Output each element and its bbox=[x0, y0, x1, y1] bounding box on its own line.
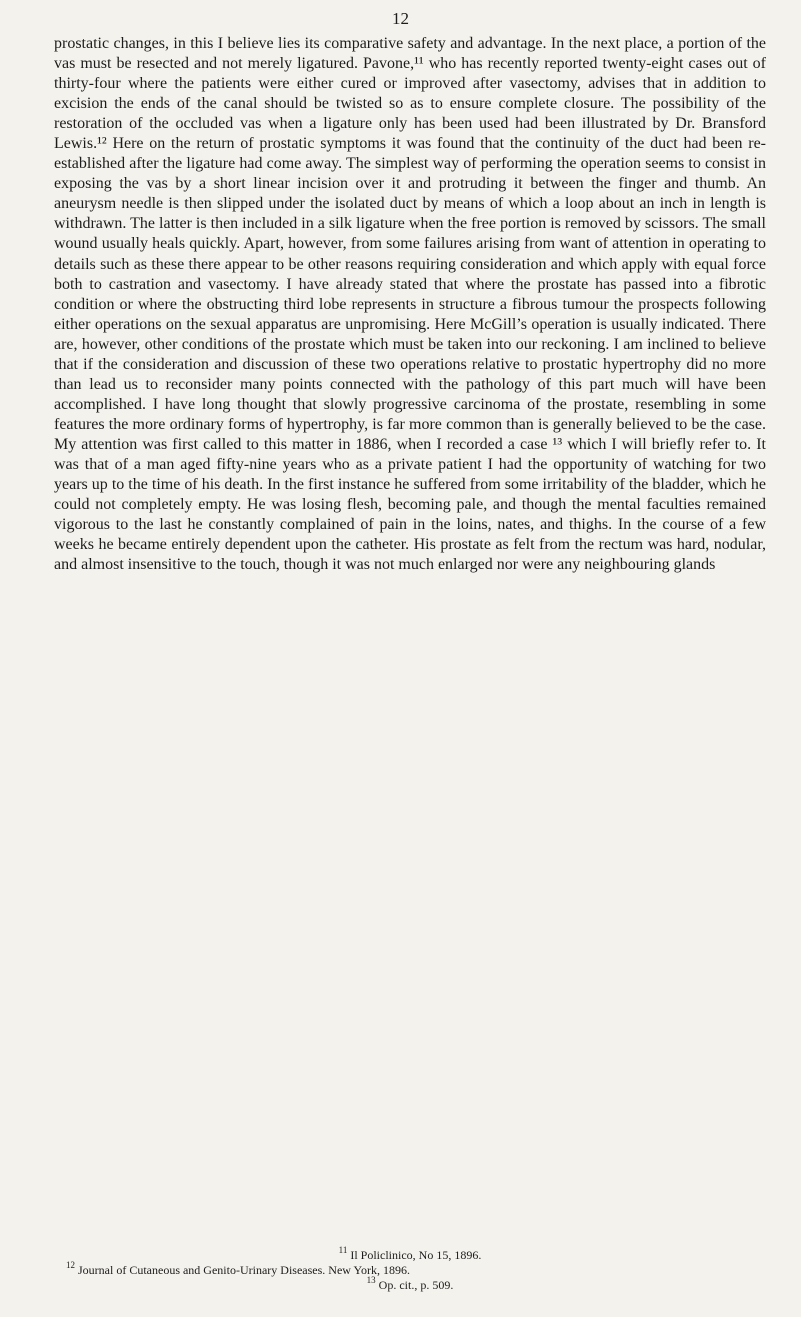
body-paragraph: prostatic changes, in this I believe lies its comparative safety and advantage. In the next place, a portion of the vas must be resected and not merely ligatured. Pavone,¹¹ who has recently reported twenty-eight cases out of thirty-four where the patients were either cured or improved after vasectomy, advises that in addition to excision the ends of the canal should be twisted so as to ensure complete closure. The possibility of the restoration of the occluded vas when a ligature only has been used had been illustrated by Dr. Bransford Lewis.¹² Here on the return of prostatic symptoms it was found that the continuity of the duct had been re-established after the ligature had come away. The simplest way of performing the operation seems to consist in exposing the vas by a short linear incision over it and protruding it between the finger and thumb. An aneurysm needle is then slipped under the isolated duct by means of which a loop about an inch in length is withdrawn. The latter is then included in a silk ligature when the free portion is removed by scissors. The small wound usually heals quickly. Apart, however, from some failures arising from want of attention in operating to details such as these there appear to be other reasons requiring consideration and which apply with equal force both to castration and vasectomy. I have already stated that where the prostate has passed into a fibrotic condition or where the obstructing third lobe represents in structure a fibrous tumour the prospects following either operations on the sexual apparatus are unpromising. Here McGill’s operation is usually indicated. There are, however, other conditions of the prostate which must be taken into our reckoning. I am inclined to believe that if the consideration and discussion of these two operations relative to prostatic hypertrophy did no more than lead us to reconsider many points connected with the pathology of this part much will have been accomplished. I have long thought that slowly progressive carcinoma of the prostate, resembling in some features the more ordinary forms of hypertrophy, is far more common than is generally believed to be the case. My attention was first called to this matter in 1886, when I recorded a case ¹³ which I will briefly refer to. It was that of a man aged fifty-nine years who as a private patient I had the opportunity of watching for two years up to the time of his death. In the first instance he suffered from some irritability of the bladder, which he could not completely empty. He was losing flesh, becoming pale, and though the mental faculties remained vigorous to the last he constantly complained of pain in the loins, nates, and thighs. In the course of a few weeks he became entirely dependent upon the catheter. His prostate as felt from the rectum was hard, nodular, and almost insensitive to the touch, though it was not much enlarged nor were any neighbouring glands bbox=[54, 35, 766, 574]
footnote-13 bbox=[54, 1275, 766, 1293]
footnote-mark: 13 bbox=[366, 1275, 376, 1285]
footnote-text: Journal of Cutaneous and Genito-Urinary Diseases. New York, 1896. bbox=[78, 1263, 410, 1277]
footnote-mark: 11 bbox=[338, 1245, 348, 1255]
footnote-11 bbox=[54, 1245, 766, 1263]
footnote-text: Il Policlinico, No 15, 1896. bbox=[350, 1248, 482, 1262]
footnotes bbox=[54, 1245, 766, 1293]
body-text bbox=[54, 34, 766, 575]
footnote-12 bbox=[54, 1260, 766, 1278]
footnote-text: Op. cit., p. 509. bbox=[378, 1278, 454, 1292]
page-number: 12 bbox=[392, 9, 409, 28]
footnote-mark: 12 bbox=[66, 1260, 75, 1270]
